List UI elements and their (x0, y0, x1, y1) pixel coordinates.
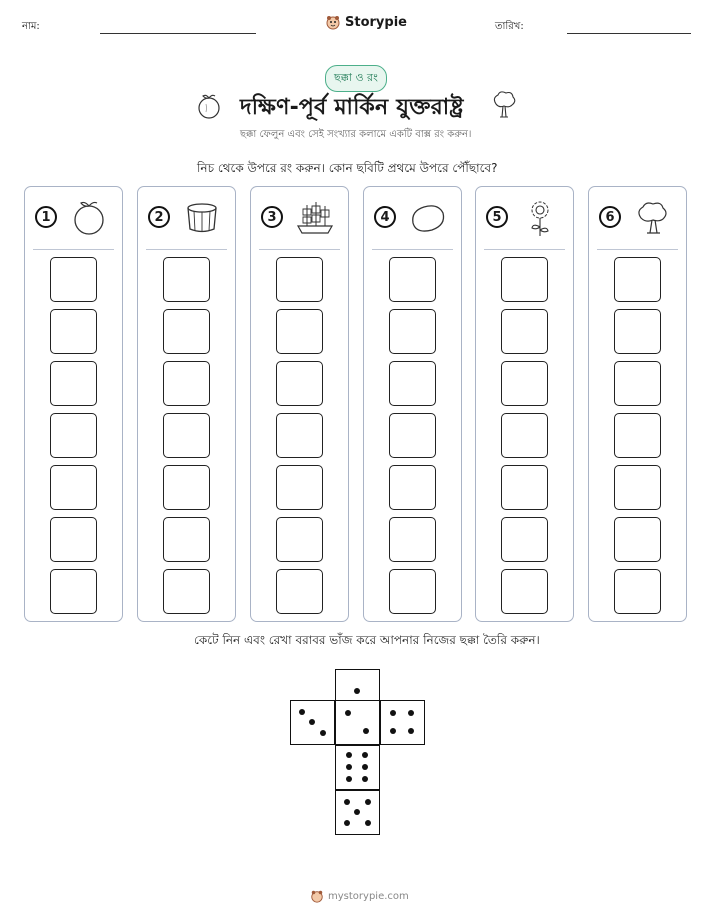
color-box[interactable] (50, 517, 97, 562)
column-divider (33, 249, 114, 250)
color-box[interactable] (501, 569, 548, 614)
color-box[interactable] (50, 361, 97, 406)
die-pip (362, 752, 368, 758)
die-pip (309, 719, 315, 725)
column-number: 5 (486, 206, 508, 228)
color-box[interactable] (389, 569, 436, 614)
drum-icon (182, 199, 222, 237)
color-box[interactable] (614, 465, 661, 510)
die-pip (344, 820, 350, 826)
column-divider (597, 249, 678, 250)
die-pip (390, 710, 396, 716)
color-box[interactable] (50, 257, 97, 302)
storypie-mascot-icon (325, 14, 341, 30)
column-number: 1 (35, 206, 57, 228)
color-box[interactable] (276, 465, 323, 510)
color-box[interactable] (163, 257, 210, 302)
page-title: দক্ষিণ-পূর্ব মার্কিন যুক্তরাষ্ট্র (240, 95, 464, 120)
column-4 (363, 186, 462, 622)
color-box[interactable] (276, 569, 323, 614)
color-box[interactable] (163, 361, 210, 406)
die-face-4 (380, 700, 425, 745)
color-box[interactable] (163, 569, 210, 614)
potato-icon (408, 199, 448, 237)
die-pip (362, 776, 368, 782)
column-divider (372, 249, 453, 250)
date-line[interactable] (567, 33, 691, 34)
cut-instruction: কেটে নিন এবং রেখা বরাবর ভাঁজ করে আপনার নিজের ছক্কা তৈরি করুন। (194, 633, 540, 647)
footer-url: mystorypie.com (328, 890, 409, 902)
page-subtitle: ছক্কা ফেলুন এবং সেই সংখ্যার কলামে একটি বাক্স রং করুন। (240, 129, 472, 140)
color-box[interactable] (276, 361, 323, 406)
color-box[interactable] (163, 309, 210, 354)
die-face-6 (335, 745, 380, 790)
color-box[interactable] (501, 517, 548, 562)
die-face-2 (335, 700, 380, 745)
column-number: 4 (374, 206, 396, 228)
color-box[interactable] (50, 465, 97, 510)
color-box[interactable] (50, 569, 97, 614)
color-box[interactable] (276, 413, 323, 458)
peach-icon (196, 92, 222, 120)
color-box[interactable] (614, 309, 661, 354)
color-box[interactable] (389, 361, 436, 406)
color-box[interactable] (389, 517, 436, 562)
footer (310, 889, 409, 903)
peach-icon (69, 199, 109, 237)
column-divider (484, 249, 565, 250)
die-pip (354, 809, 360, 815)
color-box[interactable] (389, 465, 436, 510)
color-box[interactable] (501, 361, 548, 406)
color-box[interactable] (614, 413, 661, 458)
die-pip (299, 709, 305, 715)
ship-icon (295, 199, 335, 237)
die-pip (408, 728, 414, 734)
die-pip (344, 799, 350, 805)
die-pip (354, 688, 360, 694)
sunflower-icon (520, 199, 560, 237)
die-pip (363, 728, 369, 734)
column-1 (24, 186, 123, 622)
brand-logo (325, 14, 407, 30)
color-box[interactable] (614, 257, 661, 302)
color-box[interactable] (389, 257, 436, 302)
die-pip (390, 728, 396, 734)
color-box[interactable] (50, 413, 97, 458)
color-box[interactable] (501, 413, 548, 458)
die-pip (345, 710, 351, 716)
color-box[interactable] (276, 257, 323, 302)
die-pip (362, 764, 368, 770)
die-pip (365, 820, 371, 826)
color-box[interactable] (163, 465, 210, 510)
die-pip (346, 764, 352, 770)
oak-tree-icon (633, 199, 673, 237)
name-label: নাম: (22, 21, 40, 32)
color-box[interactable] (389, 309, 436, 354)
die-face-5 (335, 790, 380, 835)
color-box[interactable] (276, 309, 323, 354)
oak-tree-icon (490, 90, 518, 120)
column-6 (588, 186, 687, 622)
color-box[interactable] (501, 257, 548, 302)
column-3 (250, 186, 349, 622)
column-5 (475, 186, 574, 622)
color-box[interactable] (614, 569, 661, 614)
color-box[interactable] (501, 465, 548, 510)
column-number: 3 (261, 206, 283, 228)
storypie-mascot-icon (310, 889, 324, 903)
column-divider (146, 249, 227, 250)
brand-name: Storypie (345, 14, 407, 30)
color-box[interactable] (501, 309, 548, 354)
color-box[interactable] (614, 361, 661, 406)
column-number: 6 (599, 206, 621, 228)
die-pip (346, 776, 352, 782)
die-pip (346, 752, 352, 758)
instruction-text: নিচ থেকে উপরে রং করুন। কোন ছবিটি প্রথমে উপরে পৌঁছাবে? (197, 161, 498, 175)
color-box[interactable] (276, 517, 323, 562)
die-face-3 (290, 700, 335, 745)
color-box[interactable] (614, 517, 661, 562)
color-box[interactable] (163, 517, 210, 562)
dice-color-badge: ছক্কা ও রং (325, 65, 387, 92)
column-divider (259, 249, 340, 250)
die-pip (365, 799, 371, 805)
color-box[interactable] (163, 413, 210, 458)
color-box[interactable] (389, 413, 436, 458)
name-line[interactable] (100, 33, 256, 34)
column-number: 2 (148, 206, 170, 228)
die-pip (408, 710, 414, 716)
date-label: তারিখ: (495, 21, 524, 32)
color-box[interactable] (50, 309, 97, 354)
column-2 (137, 186, 236, 622)
die-pip (320, 730, 326, 736)
